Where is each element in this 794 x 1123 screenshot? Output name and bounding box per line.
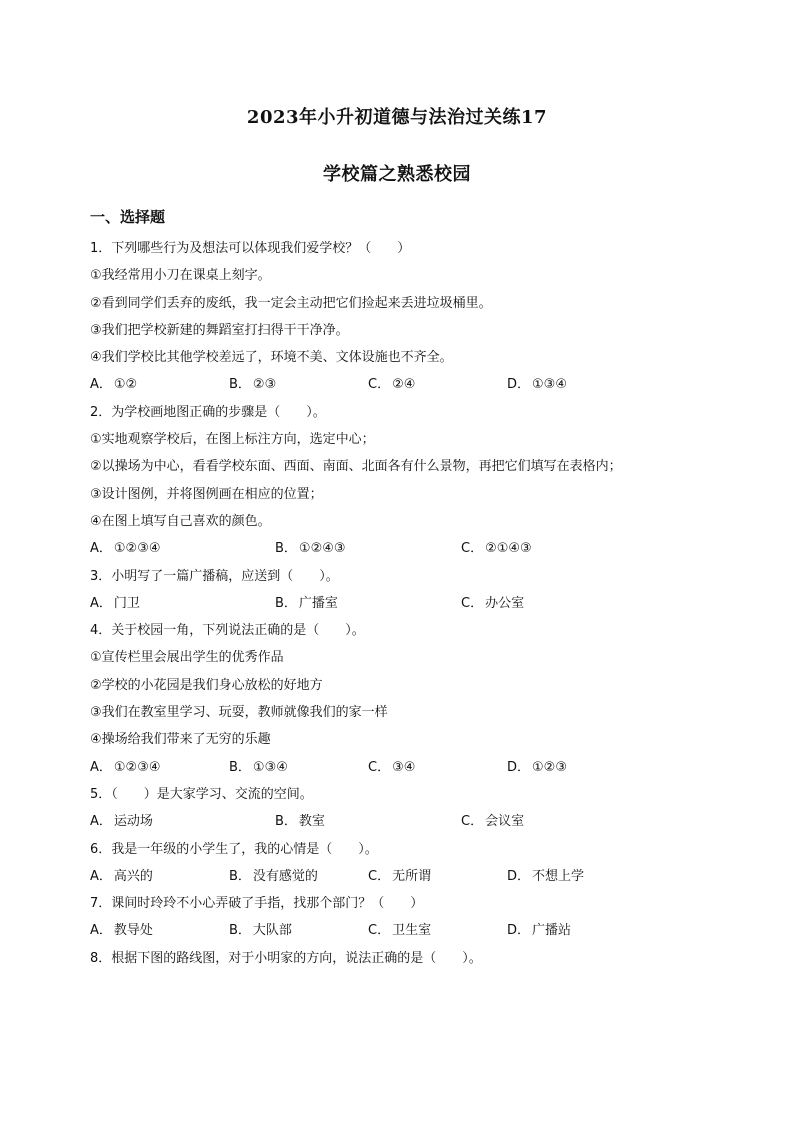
options-row xyxy=(90,754,710,781)
option-choice xyxy=(90,371,137,398)
option-choice xyxy=(461,808,524,835)
question-stem: 2．为学校画地图正确的步骤是（ ）。 xyxy=(90,404,326,420)
option-letter: A． xyxy=(90,814,112,830)
option-text: ③④ xyxy=(392,759,416,775)
option-text: ①③④ xyxy=(532,377,567,393)
option-text: 会议室 xyxy=(485,814,525,830)
option-letter: B． xyxy=(275,595,297,611)
page-title: 2023年小升初道德与法治过关练17 xyxy=(246,107,548,128)
option-text: ①②③④ xyxy=(113,759,161,775)
option-letter: C． xyxy=(368,759,391,775)
option-letter: B． xyxy=(275,814,297,830)
option-letter: A． xyxy=(90,923,112,939)
question-statement: ①宣传栏里会展出学生的优秀作品 xyxy=(90,650,284,666)
option-letter: A． xyxy=(90,868,112,884)
option-choice xyxy=(90,808,153,835)
option-letter: B． xyxy=(229,923,251,939)
option-letter: D． xyxy=(507,923,531,939)
option-text: ①②③ xyxy=(532,759,567,775)
option-letter: C． xyxy=(461,814,484,830)
option-text: ①②③④ xyxy=(113,541,161,557)
question-statement: ④在图上填写自己喜欢的颜色。 xyxy=(90,513,271,529)
option-text: ②③ xyxy=(252,377,277,393)
option-text: 办公室 xyxy=(485,595,525,611)
question-stem: 1．下列哪些行为及想法可以体现我们爱学校？（ ） xyxy=(90,241,411,256)
question-stem: 7．课间时玲玲不小心弄破了手指，找那个部门？（ ） xyxy=(90,896,424,912)
option-text: ①②④③ xyxy=(298,541,346,557)
question-statement: ②以操场为中心，看看学校东面、西面、南面、北面各有什么景物，再把它们填写在表格内； xyxy=(90,459,622,475)
option-letter: B． xyxy=(229,759,251,775)
option-choice xyxy=(368,754,415,781)
option-text: 广播室 xyxy=(298,595,338,611)
options-row xyxy=(90,863,710,890)
option-text: 广播站 xyxy=(532,923,572,939)
option-text: ②①④③ xyxy=(485,541,532,557)
option-text: ①③④ xyxy=(252,759,288,775)
option-choice xyxy=(507,917,571,944)
option-choice xyxy=(229,371,276,398)
question-statement: ④我们学校比其他学校差远了，环境不美、文体设施也不齐全。 xyxy=(90,350,453,366)
option-text: 高兴的 xyxy=(113,868,153,884)
options-row xyxy=(90,917,710,944)
option-text: 不想上学 xyxy=(532,868,585,884)
option-choice xyxy=(507,863,584,890)
question-statement: ②学校的小花园是我们身心放松的好地方 xyxy=(90,677,323,693)
question-statement: ①我经常用小刀在课桌上刻字。 xyxy=(90,268,271,284)
option-letter: D． xyxy=(507,759,531,775)
question-list xyxy=(90,235,710,972)
option-choice xyxy=(229,863,318,890)
question-stem: 5．（ ）是大家学习、交流的空间。 xyxy=(90,786,313,802)
question-stem: 3．小明写了一篇广播稿，应送到（ ）。 xyxy=(90,568,339,584)
option-text: 教导处 xyxy=(113,923,153,939)
option-choice xyxy=(507,754,567,781)
option-choice xyxy=(275,808,325,835)
option-letter: A． xyxy=(90,377,112,393)
option-choice xyxy=(90,590,140,617)
question-stem: 4．关于校园一角，下列说法正确的是（ ）。 xyxy=(90,623,365,639)
option-choice xyxy=(90,917,153,944)
option-letter: C． xyxy=(461,541,484,557)
option-text: 卫生室 xyxy=(392,923,432,939)
option-choice xyxy=(90,535,161,562)
option-text: 门卫 xyxy=(113,595,140,611)
option-choice xyxy=(461,590,524,617)
options-row xyxy=(90,371,710,398)
option-letter: B． xyxy=(229,377,251,393)
option-letter: B． xyxy=(275,541,297,557)
options-row xyxy=(90,808,710,835)
option-text: 运动场 xyxy=(113,814,153,830)
option-text: 没有感觉的 xyxy=(252,868,318,884)
options-row xyxy=(90,535,710,562)
option-text: ①② xyxy=(113,377,138,393)
question-statement: ③设计图例，并将图例画在相应的位置； xyxy=(90,486,323,502)
option-choice xyxy=(461,535,532,562)
options-row xyxy=(90,590,710,617)
option-choice xyxy=(368,371,415,398)
option-letter: C． xyxy=(368,377,391,393)
option-letter: C． xyxy=(368,923,391,939)
option-choice xyxy=(507,371,567,398)
option-choice xyxy=(368,863,431,890)
option-choice xyxy=(275,535,346,562)
option-letter: A． xyxy=(90,595,112,611)
option-letter: A． xyxy=(90,541,112,557)
option-letter: C． xyxy=(461,595,484,611)
question-statement: ②看到同学们丢弃的废纸，我一定会主动把它们捡起来丢进垃圾桶里。 xyxy=(90,295,492,311)
option-choice xyxy=(368,917,431,944)
question-statement: ③我们在教室里学习、玩耍，教师就像我们的家一样 xyxy=(90,705,388,721)
option-choice xyxy=(90,754,161,781)
option-choice xyxy=(229,917,292,944)
question-statement: ①实地观察学校后，在图上标注方向，选定中心； xyxy=(90,432,375,448)
option-choice xyxy=(229,754,288,781)
option-choice xyxy=(90,863,153,890)
option-letter: C． xyxy=(368,868,391,884)
option-choice xyxy=(275,590,338,617)
option-text: 无所谓 xyxy=(392,868,432,884)
option-letter: D． xyxy=(507,377,531,393)
option-letter: B． xyxy=(229,868,251,884)
page-subtitle: 学校篇之熟悉校园 xyxy=(323,164,471,185)
option-letter: A． xyxy=(90,759,112,775)
question-stem: 6．我是一年级的小学生了，我的心情是（ ）。 xyxy=(90,841,378,857)
question-statement: ④操场给我们带来了无穷的乐趣 xyxy=(90,732,271,748)
question-stem: 8．根据下图的路线图，对于小明家的方向，说法正确的是（ ）。 xyxy=(90,950,482,966)
question-statement: ③我们把学校新建的舞蹈室打扫得干干净净。 xyxy=(90,322,349,338)
option-text: 教室 xyxy=(298,814,325,830)
option-text: ②④ xyxy=(392,377,416,393)
option-text: 大队部 xyxy=(252,923,292,939)
option-letter: D． xyxy=(507,868,531,884)
section-heading: 一、选择题 xyxy=(90,208,166,226)
